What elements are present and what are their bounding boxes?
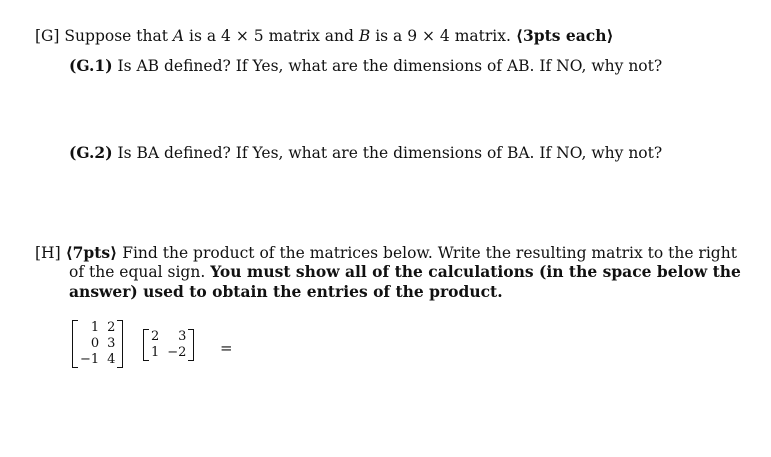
g2-label: (G.2) xyxy=(69,143,113,162)
matrix-entry: −2 xyxy=(167,345,187,360)
matrix-entry: 1 xyxy=(151,345,160,360)
matrix-entry: 2 xyxy=(107,320,116,335)
g-matrix-a: A xyxy=(172,27,185,45)
matrix-right xyxy=(143,329,194,361)
g-a-dims: 4 × 5 xyxy=(221,27,264,45)
g-tag: [G] xyxy=(35,27,60,45)
g-intro: Suppose that xyxy=(64,27,168,45)
g-matrix-and: matrix and xyxy=(268,27,354,45)
g-b-dims: 9 × 4 xyxy=(407,27,450,45)
matrix-left xyxy=(72,320,123,368)
h-line1-text: Find the product of the matrices below. Write the resulting matrix to the right xyxy=(122,244,737,262)
g-question-line xyxy=(35,26,614,46)
g-is-a-2: is a xyxy=(375,27,403,45)
g-is-a: is a xyxy=(189,27,217,45)
g2-text: Is BA defined? If Yes, what are the dimensions of BA. If NO, why not? xyxy=(117,144,663,162)
g-matrix-end: matrix. xyxy=(454,27,511,45)
matrix-entry: 0 xyxy=(90,336,100,351)
g-matrix-b: B xyxy=(358,27,371,45)
matrix-entry: 4 xyxy=(107,352,116,367)
g1-label: (G.1) xyxy=(69,56,113,75)
matrix-entry: 2 xyxy=(151,329,160,344)
h-question-line-2 xyxy=(69,262,741,282)
h-tag: [H] xyxy=(35,244,61,262)
h-line2-bold: You must show all of the calculations (in the space below the xyxy=(210,262,741,281)
g1-text: Is AB defined? If Yes, what are the dimensions of AB. If NO, why not? xyxy=(117,57,663,75)
g2-question xyxy=(69,143,662,163)
matrix-entry: 3 xyxy=(107,336,116,351)
matrix-entry: 1 xyxy=(90,320,100,335)
equals-sign: = xyxy=(220,339,233,357)
g-points: ⟨3pts each⟩ xyxy=(515,26,614,45)
matrix-entry: −1 xyxy=(80,352,100,367)
h-question-line-3: answer) used to obtain the entries of the product. xyxy=(69,282,503,301)
h-line2-plain: of the equal sign. xyxy=(69,263,206,281)
h-question-line-1 xyxy=(35,243,737,263)
g1-question xyxy=(69,56,662,76)
matrix-entry: 3 xyxy=(178,329,187,344)
h-points: ⟨7pts⟩ xyxy=(65,243,118,262)
